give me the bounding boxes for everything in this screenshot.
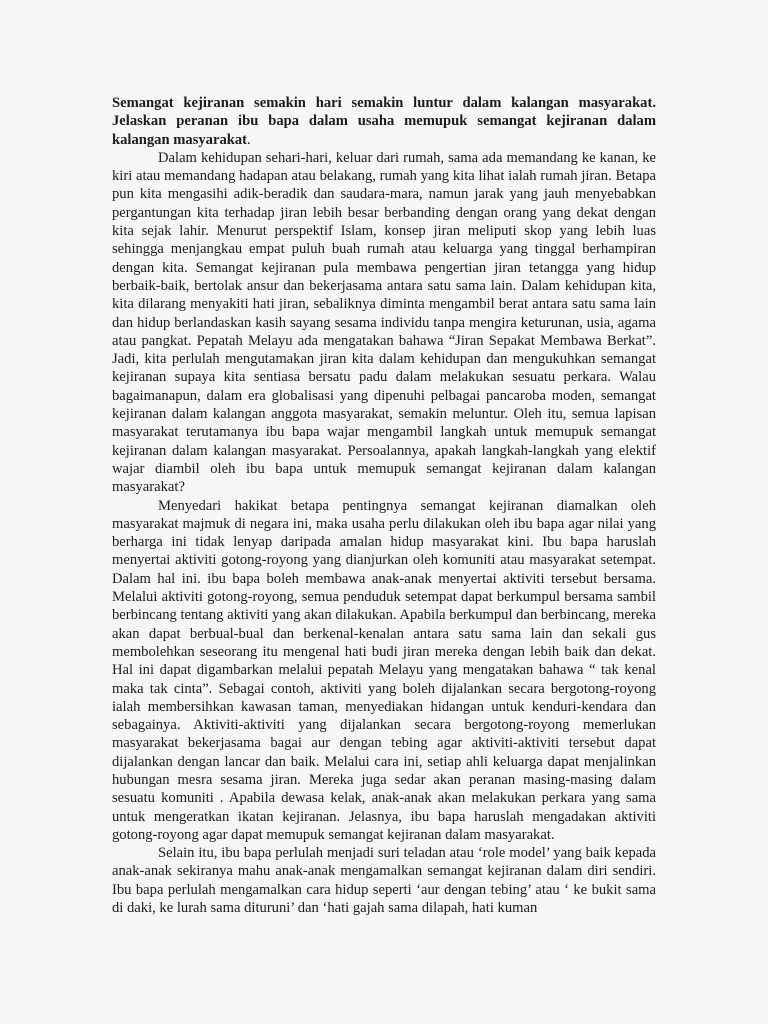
document-body [112, 94, 656, 917]
essay-title-period: . [247, 131, 251, 148]
essay-title-text: Semangat kejiranan semakin hari semakin luntur dalam kalangan masyarakat. Jelaskan peranan ibu bapa dalam usaha memupuk semangat kejiranan dalam kalangan masyarakat [112, 95, 656, 148]
paragraph-2: Menyedari hakikat betapa pentingnya semangat kejiranan diamalkan oleh masyarakat majmuk di negara ini, maka usaha perlu dilakukan oleh ibu bapa agar nilai yang berharga ini tidak lenyap daripada amalan hidup masyarakat kini. Ibu bapa haruslah menyertai aktiviti gotong-royong yang dianjurkan oleh komuniti atau masyarakat setempat. Dalam hal ini. ibu bapa boleh membawa anak-anak menyertai aktiviti tersebut bersama. Melalui aktiviti gotong-royong, semua penduduk setempat dapat berkumpul bersama sambil berbincang tentang aktiviti yang akan dilakukan. Apabila berkumpul dan berbincang, mereka akan dapat berbual-bual dan berkenal-kenalan antara satu sama lain dan sekali gus membolehkan seseorang itu mengenal hati budi jiran mereka dengan lebih baik dan dekat. Hal ini dapat digambarkan melalui pepatah Melayu yang mengatakan bahawa “ tak kenal maka tak cinta”. Sebagai contoh, aktiviti yang boleh dijalankan secara bergotong-royong ialah membersihkan kawasan taman, menyediakan hidangan untuk kenduri-kendara dan sebagainya. Aktiviti-aktiviti yang dijalankan secara bergotong-royong memerlukan masyarakat bekerjasama bagai aur dengan tebing agar aktiviti-aktiviti tersebut dapat dijalankan dengan lancar dan baik. Melalui cara ini, setiap ahli keluarga dapat menjalinkan hubungan mesra sesama jiran. Mereka juga sedar akan peranan masing-masing dalam sesuatu komuniti . Apabila dewasa kelak, anak-anak akan melakukan perkara yang sama untuk mengeratkan ikatan kejiranan. Jelasnya, ibu bapa haruslah mengadakan aktiviti gotong-royong agar dapat memupuk semangat kejiranan dalam masyarakat. [112, 497, 656, 843]
paragraph-3: Selain itu, ibu bapa perlulah menjadi suri teladan atau ‘role model’ yang baik kepada anak-anak sekiranya mahu anak-anak mengamalkan semangat kejiranan dalam diri sendiri. Ibu bapa perlulah mengamalkan cara hidup seperti ‘aur dengan tebing’ atau ‘ ke bukit sama di daki, ke lurah sama dituruni’ dan ‘hati gajah sama dilapah, hati kuman [112, 845, 656, 917]
essay-title [112, 94, 656, 149]
paragraph-1: Dalam kehidupan sehari-hari, keluar dari rumah, sama ada memandang ke kanan, ke kiri atau memandang hadapan atau belakang, rumah yang kita lihat ialah rumah jiran. Betapa pun kita mengasihi adik-beradik dan saudara-mara, namun jarak yang jauh menyebabkan pergantungan kita terhadap jiran lebih besar berbanding dengan orang yang dekat dengan kita sejak lahir. Menurut perspektif Islam, konsep jiran meliputi skop yang lebih luas sehingga menjangkau empat puluh buah rumah atau keluarga yang tinggal berhampiran dengan kita. Semangat kejiranan pula membawa pengertian jiran tetangga yang hidup berbaik-baik, bertolak ansur dan bekerjasama antara satu sama lain. Dalam kehidupan kita, kita dilarang menyakiti hati jiran, sebaliknya diminta mengambil berat antara satu sama lain dan hidup berlandaskan kasih sayang sesama individu tanpa mengira keturunan, usia, agama atau pangkat. Pepatah Melayu ada mengatakan bahawa “Jiran Sepakat Membawa Berkat”. Jadi, kita perlulah mengutamakan jiran kita dalam kehidupan dan mengukuhkan semangat kejiranan supaya kita sentiasa bersatu padu dalam melakukan sesuatu perkara. Walau bagaimanapun, dalam era globalisasi yang dipenuhi pelbagai pancaroba moden, semangat kejiranan dalam kalangan anggota masyarakat, semakin meluntur. Oleh itu, semua lapisan masyarakat terutamanya ibu bapa wajar mengambil langkah untuk memupuk semangat kejiranan dalam kalangan masyarakat. Persoalannya, apakah langkah-langkah yang elektif wajar diambil oleh ibu bapa untuk memupuk semangat kejiranan dalam kalangan masyarakat? [112, 149, 656, 496]
